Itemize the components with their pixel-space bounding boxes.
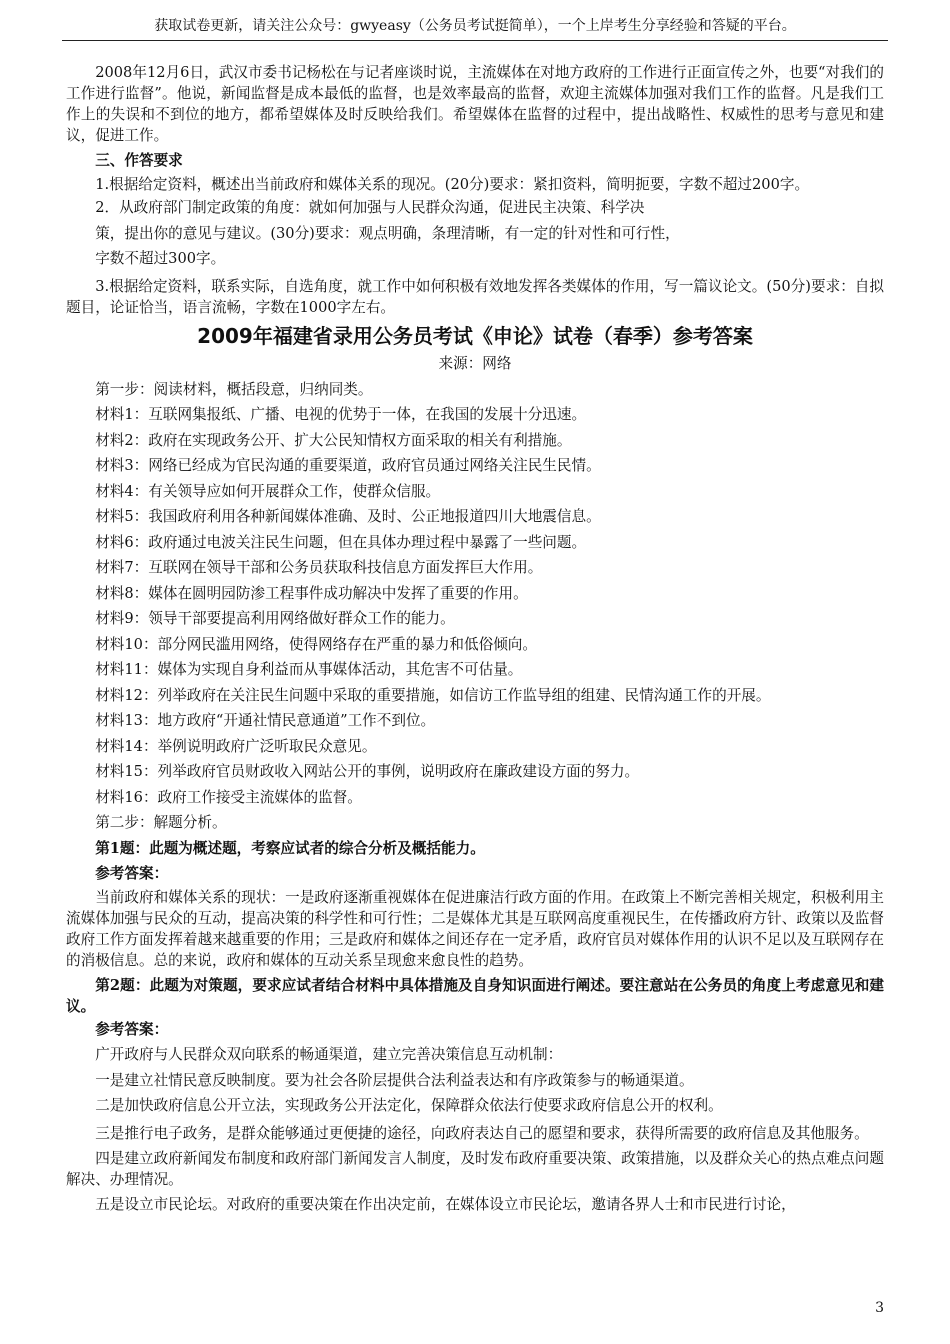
material-item: 材料14：举例说明政府广泛听取民众意见。 <box>95 737 377 755</box>
question-3: 3.根据给定资料，联系实际，自选角度，就工作中如何积极有效地发挥各类媒体的作用，写一篇议论文。(50分)要求：自拟题目，论证恰当，语言流畅，字数在1000字左右。 <box>66 277 884 316</box>
question-2-line-1: 2．从政府部门制定政策的角度：就如何加强与人民群众沟通，促进民主决策、科学决 <box>95 199 645 216</box>
materials-list <box>66 402 884 810</box>
material-item: 材料13：地方政府“开通社情民意通道”工作不到位。 <box>95 712 436 729</box>
q2-point: 三是推行电子政务，是群众能够通过更便捷的途径，向政府表达自己的愿望和要求，获得所需要的政府信息及其他服务。 <box>95 1124 869 1142</box>
requirements-heading: 三、作答要求 <box>95 152 183 169</box>
question-2-line-3: 字数不超过300字。 <box>95 250 226 267</box>
q2-point: 四是建立政府新闻发布制度和政府部门新闻发言人制度，及时发布政府重要决策、政策措施，以及群众关心的热点难点问题解决、办理情况。 <box>66 1149 884 1188</box>
q1-reference-label: 参考答案： <box>95 865 169 882</box>
material-item: 材料2：政府在实现政务公开、扩大公民知情权方面采取的相关有利措施。 <box>95 431 572 449</box>
q1-answer: 当前政府和媒体关系的现状：一是政府逐渐重视媒体在促进廉洁行政方面的作用。在政策上不断完善相关规定，积极利用主流媒体加强与民众的互动，提高决策的科学性和可行性；二是媒体尤其是互联网高度重视民生，在传播政府方针、政策以及监督政府工作方面发挥着越来越重要的作用；三是政府和媒体之间还存在一定矛盾，政府官员对媒体作用的认识不足以及互联网存在的消极信息。总的来说，政府和媒体的互动关系呈现愈来愈良性的趋势。 <box>66 888 884 969</box>
material-item: 材料7：互联网在领导干部和公务员获取科技信息方面发挥巨大作用。 <box>95 559 543 576</box>
document-body <box>66 62 884 1215</box>
material-item: 材料12：列举政府在关注民生问题中采取的重要措施，如信访工作监导组的组建、民情沟通工作的开展。 <box>95 686 771 704</box>
question-2-line-2: 策，提出你的意见与建议。(30分)要求：观点明确，条理清晰，有一定的针对性和可行性， <box>95 224 680 242</box>
q2-point: 五是设立市民论坛。对政府的重要决策在作出决定前，在媒体设立市民论坛，邀请各界人士和市民进行讨论， <box>95 1195 796 1213</box>
q2-heading: 第2题：此题为对策题，要求应试者结合材料中具体措施及自身知识面进行阐述。要注意站在公务员的角度上考虑意见和建议。 <box>66 976 884 1015</box>
material-item: 材料3：网络已经成为官民沟通的重要渠道，政府官员通过网络关注民生民情。 <box>95 457 601 474</box>
page-number: 3 <box>875 1300 884 1316</box>
material-item: 材料10：部分网民滥用网络，使得网络存在严重的暴力和低俗倾向。 <box>95 635 537 653</box>
q2-reference-label: 参考答案： <box>95 1020 169 1038</box>
answer-title: 2009年福建省录用公务员考试《申论》试卷（春季）参考答案 <box>197 323 753 348</box>
page-header <box>62 14 888 41</box>
intro-paragraph: 2008年12月6日，武汉市委书记杨松在与记者座谈时说，主流媒体在对地方政府的工作进行正面宣传之外，也要“对我们的工作进行监督”。他说，新闻监督是成本最低的监督，也是效率最高的监督，欢迎主流媒体加强对我们工作的监督。凡是我们工作上的失误和不到位的地方，都希望媒体及时反映给我们。希望媒体在监督的过程中，提出战略性、权威性的思考与意见和建议，促进工作。 <box>66 64 884 144</box>
material-item: 材料15：列举政府官员财政收入网站公开的事例，说明政府在廉政建设方面的努力。 <box>95 763 640 780</box>
material-item: 材料1：互联网集报纸、广播、电视的优势于一体，在我国的发展十分迅速。 <box>95 406 587 423</box>
material-item: 材料16：政府工作接受主流媒体的监督。 <box>95 788 362 806</box>
q1-heading: 第1题：此题为概述题，考察应试者的综合分析及概括能力。 <box>95 839 485 857</box>
q2-point: 一是建立社情民意反映制度。要为社会各阶层提供合法利益表达和有序政策参与的畅通渠道。 <box>95 1071 694 1089</box>
header-notice: 获取试卷更新，请关注公众号：gwyeasy（公务员考试挺简单），一个上岸考生分享经验和答疑的平台。 <box>154 18 796 34</box>
q2-point: 二是加快政府信息公开立法，实现政务公开法定化，保障群众依法行使要求政府信息公开的权利。 <box>95 1097 723 1114</box>
step-1: 第一步：阅读材料，概括段意，归纳同类。 <box>95 380 373 398</box>
material-item: 材料8：媒体在圆明园防渗工程事件成功解决中发挥了重要的作用。 <box>95 584 528 602</box>
material-item: 材料9：领导干部要提高利用网络做好群众工作的能力。 <box>95 610 455 627</box>
question-1: 1.根据给定资料，概述出当前政府和媒体关系的现况。(20分)要求：紧扣资料，简明扼要，字数不超过200字。 <box>95 176 810 193</box>
material-item: 材料5：我国政府利用各种新闻媒体准确、及时、公正地报道四川大地震信息。 <box>95 508 601 525</box>
source-line: 来源：网络 <box>438 354 512 372</box>
material-item: 材料11：媒体为实现自身利益而从事媒体活动，其危害不可估量。 <box>95 661 523 678</box>
material-item: 材料4：有关领导应如何开展群众工作，使群众信服。 <box>95 482 441 500</box>
step-2: 第二步：解题分析。 <box>95 814 227 831</box>
material-item: 材料6：政府通过电波关注民生问题，但在具体办理过程中暴露了一些问题。 <box>95 533 587 551</box>
q2-intro: 广开政府与人民群众双向联系的畅通渠道，建立完善决策信息互动机制： <box>95 1046 563 1063</box>
